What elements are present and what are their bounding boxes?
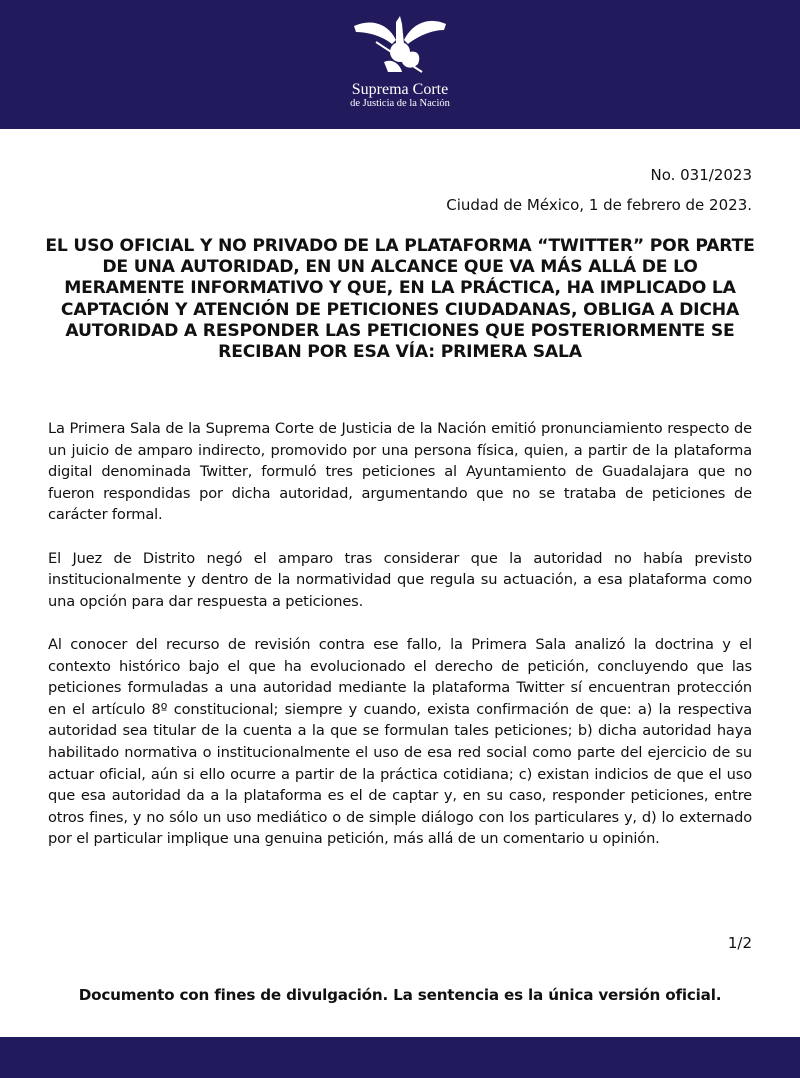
eagle-emblem-icon	[352, 14, 448, 78]
disclaimer: Documento con fines de divulgación. La sentencia es la única versión oficial.	[78, 986, 722, 1004]
document-number: No. 031/2023	[650, 166, 752, 184]
paragraph: La Primera Sala de la Suprema Corte de Justicia de la Nación emitió pronunciamiento respecto de un juicio de amparo indirecto, promovido por una persona física, quien, a partir de la plataforma digital denominada Twitter, formuló tres peticiones al Ayuntamiento de Guadalajara que no fueron respondidas por dicha autoridad, argumentando que no se trataba de peticiones de carácter formal.	[48, 420, 752, 524]
page-title: EL USO OFICIAL Y NO PRIVADO DE LA PLATAFORMA “TWITTER” POR PARTE DE UNA AUTORIDAD, EN UN ALCANCE QUE VA MÁS ALLÁ DE LO MERAMENTE INFORMATIVO Y QUE, EN LA PRÁCTICA, HA IMPLICADO LA CAPTACIÓN Y ATENCIÓN DE PETICIONES CIUDADANAS, OBLIGA A DICHA AUTORIDAD A RESPONDER LAS PETICIONES QUE POSTERIORMENTE SE RECIBAN POR ESA VÍA: PRIMERA SALA	[45, 236, 755, 363]
footer-bar	[0, 1037, 800, 1078]
paragraph: El Juez de Distrito negó el amparo tras considerar que la autoridad no había previsto institucionalmente y dentro de la normatividad que regula su actuación, a esa plataforma como una opción para dar respuesta a peticiones.	[48, 549, 752, 610]
header-bar	[0, 0, 800, 129]
page-number: 1/2	[727, 934, 752, 952]
document-body	[48, 418, 752, 871]
scjn-logo	[340, 14, 460, 110]
logo-line1: Suprema Corte	[351, 81, 449, 98]
paragraph: Al conocer del recurso de revisión contra ese fallo, la Primera Sala analizó la doctrina y el contexto histórico bajo el que ha evolucionado el derecho de petición, concluyendo que las peticiones formuladas a una autoridad mediante la plataforma Twitter sí encuentran protección en el artículo 8º constitucional; siempre y cuando, exista confirmación de que: a) la respectiva autoridad sea titular de la cuenta a la que se formulan tales peticiones; b) dicha autoridad haya habilitado normativa o institucionalmente el uso de esa red social como parte del ejercicio de su actuar oficial, aún si ello ocurre a partir de la práctica cotidiana; c) existan indicios de que el uso que esa autoridad da a la plataforma es el de captar y, en su caso, responder peticiones, entre otros fines, y no sólo un uso mediático o de simple diálogo con los particulares y, d) lo externado por el particular implique una genuina petición, más allá de un comentario u opinión.	[48, 635, 752, 848]
logo-line2: de Justicia de la Nación	[350, 98, 450, 109]
place-date: Ciudad de México, 1 de febrero de 2023.	[446, 196, 752, 214]
